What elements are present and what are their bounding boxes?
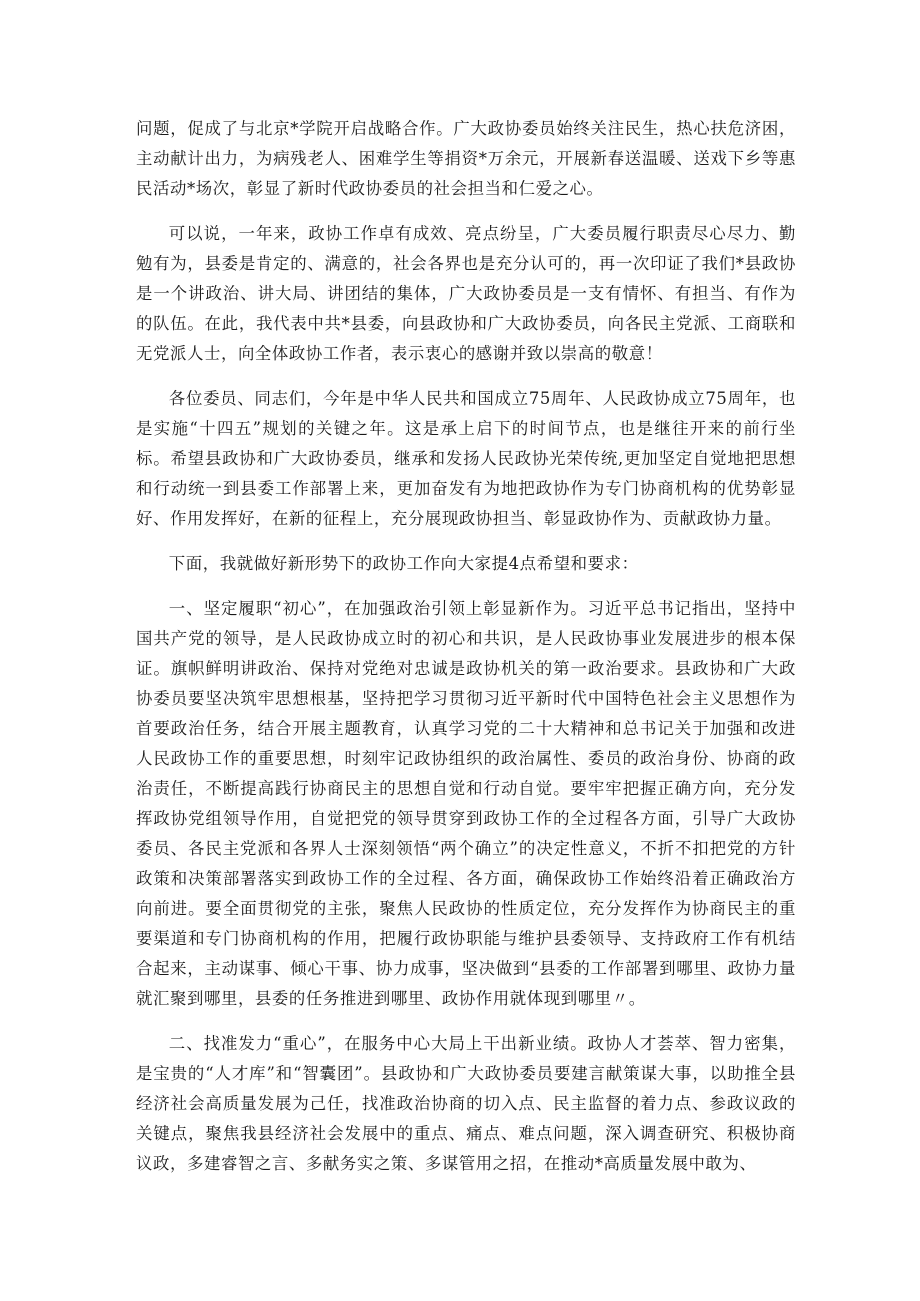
document-body	[136, 114, 796, 1194]
paragraph-intro-requirements: 下面，我就做好新形势下的政协工作向大家提4点希望和要求：	[168, 554, 639, 573]
paragraph-anniversary: 各位委员、同志们，今年是中华人民共和国成立75周年、人民政协成立75周年，也是实施“十四五”规划的关键之年。这是承上启下的时间节点，也是继往开来的前行坐标。希望县政协和广大政协委员，继承和发扬人民政协光荣传统,更加坚定自觉地把思想和行动统一到县委工作部署上来，更加奋发有为地把政协作为专门协商机构的优势彰显好、作用发挥好，在新的征程上，充分展现政协担当、彰显政协作为、贡献政协力量。	[136, 389, 796, 528]
paragraph-point-one: 一、坚定履职“初心”，在加强政治引领上彰显新作为。习近平总书记指出，坚持中国共产党的领导，是人民政协成立时的初心和共识，是人民政协事业发展进步的根本保证。旗帜鲜明讲政治、保持对党绝对忠诚是政协机关的第一政治要求。县政协和广大政协委员要坚决筑牢思想根基，坚持把学习贯彻习近平新时代中国特色社会主义思想作为首要政治任务，结合开展主题教育，认真学习党的二十大精神和总书记关于加强和改进人民政协工作的重要思想，时刻牢记政协组织的政治属性、委员的政治身份、协商的政治责任，不断提高践行协商民主的思想自觉和行动自觉。要牢牢把握正确方向，充分发挥政协党组领导作用，自觉把党的领导贯穿到政协工作的全过程各方面，引导广大政协委员、各民主党派和各界人士深刻领悟“两个确立”的决定性意义，不折不扣把党的方针政策和决策部署落实到政协工作的全过程、各方面，确保政协工作始终沿着正确政治方向前进。要全面贯彻党的主张，聚焦人民政协的性质定位，充分发挥作为协商民主的重要渠道和专门协商机构的作用，把履行政协职能与维护县委领导、支持政府工作有机结合起来，主动谋事、倾心干事、协力成事，坚决做到“县委的工作部署到哪里、政协力量就汇聚到哪里，县委的任务推进到哪里、政协作用就体现到哪里〃。	[136, 599, 796, 1008]
paragraph-point-two: 二、找准发力“重心”，在服务中心大局上干出新业绩。政协人才荟萃、智力密集，是宝贵的“人才库”和“智囊团”。县政协和广大政协委员要建言献策谋大事，以助推全县经济社会高质量发展为己任，找准政治协商的切入点、民主监督的着力点、参政议政的关键点，聚焦我县经济社会发展中的重点、痛点、难点问题，深入调查研究、积极协商议政，多建睿智之言、多献务实之策、多谋管用之招，在推动*高质量发展中敢为、	[136, 1034, 796, 1173]
paragraph-continuation: 问题，促成了与北京*学院开启战略合作。广大政协委员始终关注民生，热心扶危济困，主动献计出力，为病残老人、困难学生等捐资*万余元，开展新春送温暖、送戏下乡等惠民活动*场次，彰显了新时代政协委员的社会担当和仁爱之心。	[136, 119, 796, 198]
paragraph-summary: 可以说，一年来，政协工作卓有成效、亮点纷呈，广大委员履行职责尽心尽力、勤勉有为，县委是肯定的、满意的，社会各界也是充分认可的，再一次印证了我们*县政协是一个讲政治、讲大局、讲团结的集体，广大政协委员是一支有情怀、有担当、有作为的队伍。在此，我代表中共*县委，向县政协和广大政协委员，向各民主党派、工商联和无党派人士，向全体政协工作者，表示衷心的感谢并致以崇高的敬意！	[136, 224, 796, 363]
